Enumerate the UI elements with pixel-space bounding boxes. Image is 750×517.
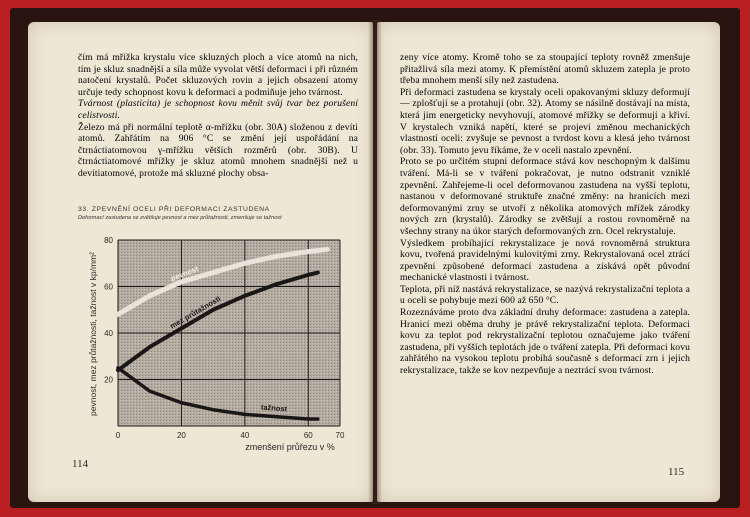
y-tick-label: 80: [104, 236, 113, 245]
y-tick-label: 40: [104, 329, 113, 338]
page-number-left: 114: [72, 458, 89, 470]
paragraph: Tvárnost (plasticita) je schopnost kovu měnit svůj tvar bez porušení celistvosti.: [78, 98, 358, 121]
book-gutter: [368, 20, 382, 504]
paragraph: čím má mřížka krystalu více skluzných ploch a více atomů na nich, tím je skluz snadnější a síla může vyvolat větší deformaci i při různém natočení krystalů. Počet skluzových rovin a jejich obsazení atomy určuje tedy schopnost kovu k deformaci a podmiňuje jeho tvárnost.: [78, 52, 358, 98]
paragraph: Rozeznáváme proto dva základní druhy deformace: zastudena a zatepla. Hranicí mezi oběma druhy je právě rekrystalizační teplota. Deformaci kovu za teplot pod rekrystalizační teplotou označujeme jako tváření zastudena, při vyšších teplotách jde o tváření zatepla. Při deformaci kovu zahřátého na vysokou teplotu probíhá současně s deformací zrn i jejich rekrystalizace, takže se kov nezpevňuje a neztrácí svou tvárnost.: [400, 307, 690, 377]
right-page-text: [400, 52, 690, 377]
strengthening-chart: [70, 222, 370, 462]
x-tick-label: 60: [303, 431, 313, 440]
paragraph: Teplota, při níž nastává rekrystalizace, se nazývá rekrystalizační teplota a u oceli se pohybuje mezi 600 až 650 °C.: [400, 283, 690, 307]
paragraph: Při deformaci zastudena se krystaly oceli opakovanými skluzy deformují — zplošťují se a protahují (obr. 32). Atomy se násilně dostávají na místa, která jim energeticky nevyhovují, atomové mřížky se deformují a křiví. V krystalech vzniká napětí, které se projeví změnou mechanických vlastností oceli: zvyšuje se pevnost a tvrdost kovu a klesá jeho tvárnost (obr. 33). Tomuto jevu říkáme, že v oceli nastalo zpevnění.: [400, 86, 690, 156]
paragraph: Proto se po určitém stupni deformace stává kov neschopným k dalšímu tváření. Má-li se v tváření pokračovat, je nutno odstranit vzniklé zpevnění. Zahřejeme-li ocel deformovanou zastudena na vyšší teplotu, nastanou v deformované struktuře značné změny: na hranicích mezi deformovanými zrny se utvoří z několika atomových mřížek zárodky nových zrn (krystalů). Zárodky se zvětšují a rostou rovnoměrně na všechny strany na úkor starých deformovaných zrn. Ocel rekrystaluje.: [400, 156, 690, 237]
x-tick-label: 0: [115, 431, 121, 440]
series-label: pevnost: [169, 264, 200, 283]
series-label: tažnost: [260, 402, 288, 414]
figure-subtitle: Deformací zastudena se zvětšuje pevnost a mez průtažnosti, zmenšuje se tažnost: [78, 215, 282, 221]
paragraph: zeny více atomy. Kromě toho se za stoupající teploty rovněž zmenšuje přitažlivá síla mezi atomy. K přemístění atomů skluzem zatepla je proto třeba mnohem menší síly než zastudena.: [400, 52, 690, 87]
paragraph: Výsledkem probíhající rekrystalizace je nová rovnoměrná struktura kovu, tvořená pravidelnými kulovitými zrny. Rekrystalovaná ocel ztrácí zpevnění způsobené deformací zastudena a získává opět původní mechanické vlastnosti i tvárnost.: [400, 237, 690, 284]
paragraph: Železo má při normální teplotě α-mřížku (obr. 30A) složenou z devíti atomů. Zahřátím na 906 °C se změní její uspořádání na čtrnáctiatomovou γ-mřížku větších rozměrů (obr. 30B). U čtrnáctiatomové mřížky je skluz atomů mnohem snadnější než u devítiatomové, protože má skluzné plochy obsa-: [78, 121, 358, 179]
y-tick-label: 60: [104, 282, 113, 292]
figure-title: 33. ZPEVNĚNÍ OCELI PŘI DEFORMACI ZASTUDENA: [78, 206, 270, 213]
x-tick-label: 70: [335, 431, 345, 440]
page-number-right: 115: [668, 466, 685, 478]
x-axis-label: zmenšení průřezu v %: [245, 442, 335, 452]
series-label: mez průtažnosti: [168, 294, 223, 331]
x-tick-label: 40: [240, 431, 250, 440]
y-tick-label: 20: [104, 375, 113, 385]
left-page-text: [78, 52, 358, 180]
y-axis-label: pevnost, mez průtažnosti, tažnost v kp/mm²: [88, 252, 98, 416]
x-tick-label: 20: [176, 431, 186, 440]
